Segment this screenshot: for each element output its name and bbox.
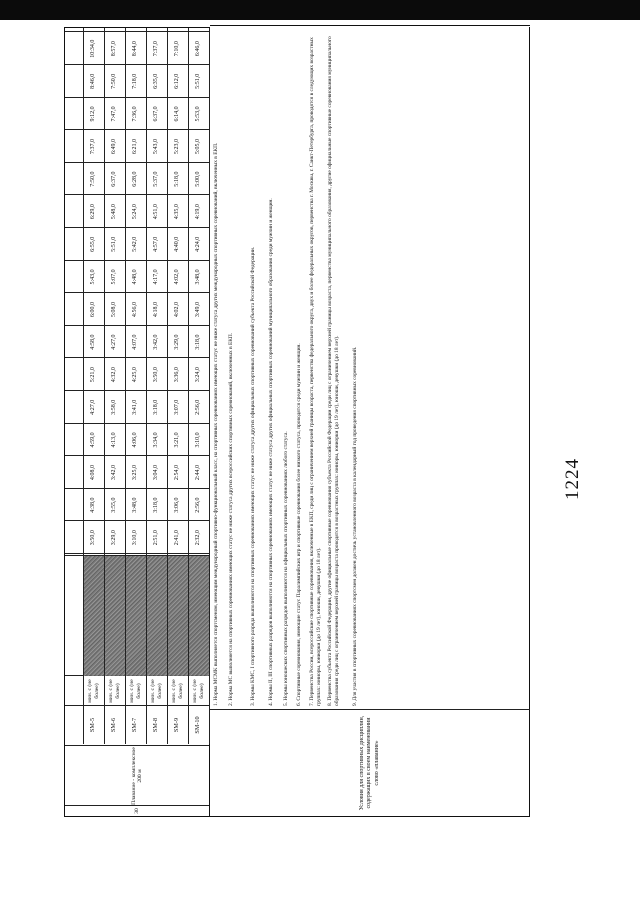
norm-value: 5:05,0 xyxy=(195,138,202,155)
norm-value: 4:08,0 xyxy=(90,464,97,481)
norm-value: 8:44,0 xyxy=(132,41,139,57)
norm-value: 4:17,0 xyxy=(153,269,160,285)
norm-value: 8:57,0 xyxy=(111,41,118,57)
norm-value: 3:48,0 xyxy=(195,269,202,285)
standards-table xyxy=(64,27,210,817)
norm-value: 2:56,0 xyxy=(195,399,202,415)
norm-value: 5:07,0 xyxy=(111,269,118,285)
note-item: 3. Нормы КМС, I спортивного разряда выполняются на спортивных соревнованиях имеющих статус не ниже статуса других официальных спортивных соревнований субъекта Российской Федерации. xyxy=(250,246,256,706)
norm-value: 3:10,0 xyxy=(132,530,139,546)
norm-value: 6:46,0 xyxy=(195,41,202,57)
note-item: 7. Первенства России, всероссийские спортивные соревнования, включенные в ЕКП, среди лиц с ограничением верхней границы возраста, первенства федерального округа, двух и более федеральных округов, первенства г. Москвы, г. Санкт-Петербурга, проводятся в следующих возрастных группах: юниоры, юниорки (до 19 лет), юноши, девушки (до 18 лет). xyxy=(309,37,322,706)
class-code: SM-10 xyxy=(194,716,202,734)
row-number: 30 xyxy=(133,808,140,814)
norm-value: 5:51,0 xyxy=(111,236,118,252)
norm-value: 3:18,0 xyxy=(153,497,160,513)
norm-value: 6:35,0 xyxy=(153,73,160,89)
norm-value: 3:29,0 xyxy=(111,530,118,546)
norm-value: 5:21,0 xyxy=(90,367,97,383)
norm-value: 4:57,0 xyxy=(153,236,160,252)
class-code: SM-5 xyxy=(89,717,97,733)
norm-value: 4:58,0 xyxy=(90,334,97,350)
norm-value: 9:12,0 xyxy=(90,106,97,122)
norm-value: 7:37,0 xyxy=(153,41,160,57)
norm-value: 3:42,0 xyxy=(153,334,160,350)
norm-value: 5:08,0 xyxy=(111,301,118,318)
table-column-line xyxy=(65,745,209,746)
norm-value: 5:53,0 xyxy=(195,106,202,122)
norm-value: 3:21,0 xyxy=(174,432,181,448)
norm-value: 5:18,0 xyxy=(174,171,181,187)
norm-value: 2:54,0 xyxy=(174,464,181,481)
norm-value: 4:18,0 xyxy=(153,301,160,318)
norm-value: 3:34,0 xyxy=(153,432,160,448)
norm-value: 5:24,0 xyxy=(132,204,139,220)
norm-value: 4:02,0 xyxy=(174,269,181,285)
norm-value: 2:44,0 xyxy=(195,464,202,481)
discipline-name: Плавание - комплексное 200 м xyxy=(130,747,143,805)
norm-value: 7:50,0 xyxy=(111,73,118,89)
norm-value: 4:32,0 xyxy=(111,367,118,383)
norm-value: 4:06,0 xyxy=(132,432,139,448)
norm-value: 3:18,0 xyxy=(195,334,202,350)
norm-value: 6:49,0 xyxy=(111,138,118,155)
class-code: SM-6 xyxy=(110,717,118,733)
norm-value: 10:34,0 xyxy=(90,39,97,58)
class-code: SM-7 xyxy=(131,717,139,733)
note-item: 9. Для участия в спортивных соревнованиях спортсмен должен достичь установленного возраста в календарный год проведения спортивных соревнований. xyxy=(352,346,358,706)
norm-value: 4:56,0 xyxy=(132,301,139,318)
norm-value: 3:29,0 xyxy=(174,334,181,350)
norm-value: 6:28,0 xyxy=(132,171,139,187)
norm-value: 5:51,0 xyxy=(195,73,202,89)
norm-value: 7:18,0 xyxy=(132,73,139,89)
norm-value: 7:10,0 xyxy=(174,41,181,57)
note-item: 8. Первенства субъекта Российской Федерации, другие официальные спортивные соревнования субъекта Российской Федерации среди лиц с ограничением верхней границы возраста, первенства муниципального образования, другие официальные спортивные соревнования муниципального образования среди лиц с ограничением верхней границы возраста проводятся в возрастных группах: юниоры, юниорки (до 19 лет), юноши, девушки (до 18 лет). xyxy=(327,36,340,706)
unit-condition: мин. с (не более) xyxy=(108,679,121,703)
norm-value: 3:42,0 xyxy=(111,464,118,481)
class-code: SM-9 xyxy=(173,717,181,733)
norm-value: 2:51,0 xyxy=(153,530,160,546)
norm-value: 4:27,0 xyxy=(90,399,97,415)
norm-value: 2:41,0 xyxy=(174,530,181,546)
norm-value: 5:37,0 xyxy=(153,171,160,187)
norm-value: 3:06,0 xyxy=(174,497,181,513)
norm-value: 6:21,0 xyxy=(132,138,139,155)
norm-value: 3:58,0 xyxy=(111,399,118,415)
norm-value: 6:37,0 xyxy=(153,106,160,122)
unit-condition: мин. с (не более) xyxy=(129,679,142,703)
norm-value: 3:10,0 xyxy=(195,432,202,448)
norm-value: 5:43,0 xyxy=(90,269,97,285)
norm-value: 4:25,0 xyxy=(132,367,139,383)
norm-value: 4:27,0 xyxy=(111,334,118,350)
norm-value: 5:23,0 xyxy=(174,138,181,155)
norm-value: 6:12,0 xyxy=(174,73,181,89)
norm-value: 3:50,0 xyxy=(153,367,160,383)
norm-value: 3:41,0 xyxy=(132,399,139,415)
norm-value: 2:56,0 xyxy=(195,497,202,513)
norm-value: 4:13,0 xyxy=(111,432,118,448)
unit-condition: мин. с (не более) xyxy=(87,679,100,703)
norm-value: 4:07,0 xyxy=(132,334,139,350)
norm-value: 7:36,0 xyxy=(132,106,139,122)
norm-value: 6:00,0 xyxy=(90,301,97,318)
norm-value: 7:37,0 xyxy=(90,138,97,155)
norm-value: 3:04,0 xyxy=(153,464,160,481)
norm-value: 6:37,0 xyxy=(111,171,118,187)
unit-condition: мин. с (не более) xyxy=(150,679,163,703)
norm-value: 6:55,0 xyxy=(90,236,97,252)
norm-value: 3:50,0 xyxy=(90,530,97,546)
page-number: 1224 xyxy=(562,458,583,500)
conditions-label: Условия для спортивных дисциплин, содержащих в своем наименовании слово «плавание» xyxy=(358,715,380,811)
norm-value: 3:07,0 xyxy=(174,399,181,415)
notes-box xyxy=(210,27,530,817)
norm-value: 3:55,0 xyxy=(111,497,118,513)
norm-value: 7:47,0 xyxy=(111,106,118,122)
class-code: SM-8 xyxy=(152,717,160,733)
norm-value: 4:40,0 xyxy=(174,236,181,252)
note-item: 1. Норма МСМК выполняется спортсменом, имеющим международный спортивно-функциональный класс, на спортивных соревнованиях имеющих статус не ниже статуса других международных спортивных соревнований, включенных в ЕКП. xyxy=(213,142,219,706)
table-column-line xyxy=(65,805,209,806)
note-item: 4. Нормы II, III спортивных разрядов выполняются на спортивных соревнованиях имеющих статус не ниже статуса других официальных спортивных соревнований муниципального образования среди мужчин и женщин. xyxy=(268,198,274,706)
norm-value: 4:59,0 xyxy=(90,432,97,448)
norm-value: 3:36,0 xyxy=(174,367,181,383)
norm-value: 4:51,0 xyxy=(153,204,160,220)
norm-value: 4:19,0 xyxy=(195,204,202,220)
norm-value: 3:18,0 xyxy=(153,399,160,415)
norm-value: 6:29,0 xyxy=(90,204,97,220)
note-item: 2. Норма МС выполняется на спортивных соревнованиях имеющих статус не ниже статуса других всероссийских спортивных соревнований, включенных в ЕКП. xyxy=(228,332,234,706)
norm-value: 5:48,0 xyxy=(111,204,118,220)
norm-value: 2:32,0 xyxy=(195,530,202,546)
norm-value: 3:25,0 xyxy=(132,464,139,481)
norm-value: 7:50,0 xyxy=(90,171,97,187)
notes-separator xyxy=(210,709,530,710)
norm-value: 6:14,0 xyxy=(174,106,181,122)
norm-value: 5:00,0 xyxy=(195,171,202,187)
norm-value: 3:24,0 xyxy=(195,367,202,383)
norm-value: 3:49,0 xyxy=(195,301,202,318)
norm-value: 5:43,0 xyxy=(153,138,160,155)
norm-value: 4:24,0 xyxy=(195,236,202,252)
norm-value: 4:35,0 xyxy=(174,204,181,220)
norm-value: 4:02,0 xyxy=(174,301,181,318)
unit-condition: мин. с (не более) xyxy=(192,679,205,703)
norm-value: 4:38,0 xyxy=(90,497,97,513)
norm-value: 4:48,0 xyxy=(132,269,139,285)
norm-value: 8:46,0 xyxy=(90,73,97,89)
norm-value: 3:48,0 xyxy=(132,497,139,513)
note-item: 6. Спортивные соревнования, имеющие статус Паралимпийских игр и спортивные соревнования более низкого статуса, проводятся среди мужчин и женщин. xyxy=(296,343,302,706)
unit-condition: мин. с (не более) xyxy=(171,679,184,703)
norm-value: 5:42,0 xyxy=(132,236,139,252)
note-item: 5. Нормы юношеских спортивных разрядов выполняются на официальных спортивных соревнованиях любого статуса. xyxy=(283,431,289,706)
